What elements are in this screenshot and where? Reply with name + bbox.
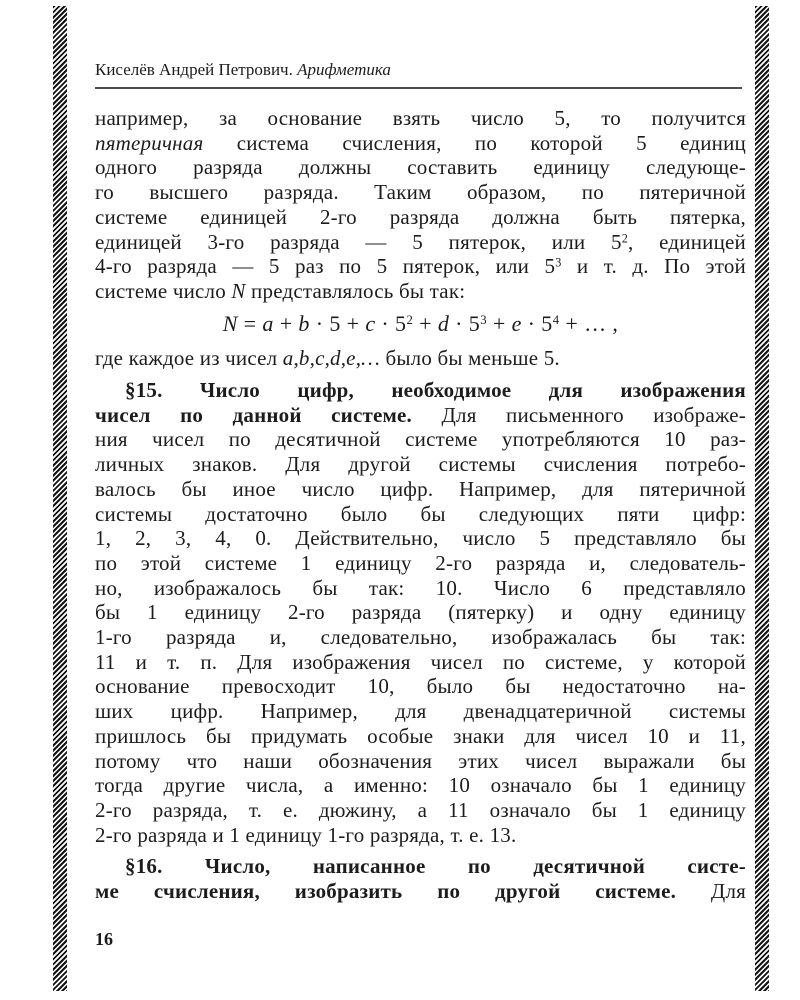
text-segment: Для (710, 879, 746, 904)
text-line (95, 879, 746, 904)
text-segment: N (222, 310, 238, 336)
text-line (95, 576, 746, 601)
text-line (95, 625, 746, 650)
text-segment: 3 (555, 255, 562, 270)
text-segment: пришлось бы придумать особые знаки для чисел 10 и 11, (95, 723, 746, 748)
text-segment: + … , (559, 310, 619, 336)
text-segment: ния чисел по десятичной системе употребляются 10 раз- (95, 427, 746, 452)
text-segment: , единицей (628, 229, 746, 254)
text-segment: 11 и т. п. Для изображения чисел по системе, у которой (95, 649, 746, 674)
text-segment: потому что наши обозначения этих чисел выражали бы (95, 748, 746, 773)
text-line (95, 600, 746, 625)
text-segment: 2-го разряда и 1 единицу 1-го разряда, т. е. 13. (95, 822, 517, 847)
text-segment: d (437, 310, 450, 336)
text-segment: единицей 3-го разряда — 5 пятерок, или 5 (95, 229, 622, 254)
text-segment: + (413, 310, 438, 336)
text-segment: системы достаточно было бы следующих пяти цифр: (95, 501, 746, 526)
text-segment: система счисления, по которой 5 единиц (203, 130, 746, 155)
text-line (95, 502, 746, 527)
text-segment: + (486, 310, 512, 336)
text-segment: N (231, 278, 246, 303)
math-formula (95, 312, 746, 337)
text-segment: например, за основание взять число 5, то получится (95, 106, 746, 130)
text-line (95, 674, 746, 699)
text-segment: §16. Число, написанное по десятичной систе- (125, 854, 746, 879)
text-line (95, 551, 746, 576)
paragraph-formula-note (95, 346, 746, 371)
paragraph-section-16 (95, 854, 746, 903)
text-segment: · 5 (449, 310, 481, 336)
text-segment: · 5 + (309, 310, 366, 336)
text-segment: было бы меньше 5. (380, 346, 560, 371)
text-segment: a (262, 310, 274, 336)
text-line (95, 650, 746, 675)
text-segment: по этой системе 1 единицу 2-го разряда и, следователь- (95, 550, 746, 575)
text-segment: 1, 2, 3, 4, 0. Действительно, число 5 представляло бы (95, 526, 746, 551)
text-line (95, 131, 746, 156)
text-segment: основание превосходит 10, было бы недостаточно на- (95, 674, 746, 699)
author-name: Киселёв Андрей Петрович. (95, 60, 293, 79)
text-segment: = (237, 310, 263, 336)
text-segment: системе число (95, 278, 232, 303)
text-segment: пятеричная (95, 130, 204, 155)
paragraph-continuation (95, 106, 746, 304)
text-segment: ших цифр. Например, для двенадцатеричной системы (95, 699, 746, 724)
text-line (95, 798, 746, 823)
text-segment: b (298, 310, 310, 336)
text-segment: но, изображалось бы так: 10. Число 6 представляло (95, 575, 746, 600)
text-line (95, 452, 746, 477)
text-line (95, 254, 746, 279)
text-segment: c (365, 310, 376, 336)
text-line (95, 526, 746, 551)
text-line (95, 773, 746, 798)
text-line (95, 699, 746, 724)
text-line (95, 477, 746, 502)
text-segment: 2 (621, 230, 629, 245)
text-segment: личных знаков. Для другой системы счисления потребо- (95, 452, 746, 477)
header-rule (95, 87, 742, 89)
text-segment: a,b,c,d,e,… (282, 346, 381, 371)
text-line (95, 403, 746, 428)
text-line (95, 823, 746, 848)
text-segment: e (511, 310, 522, 336)
text-segment: бы 1 единицу 2-го разряда (пятерку) и одну единицу (95, 600, 746, 625)
text-line (95, 279, 746, 304)
text-line (95, 230, 746, 255)
text-segment: где каждое из чисел (95, 346, 283, 371)
text-segment: · 5 (375, 310, 407, 336)
page-number: 16 (95, 929, 113, 949)
book-title: Арифметика (292, 60, 391, 79)
text-line (95, 378, 746, 403)
right-border-decoration (755, 6, 769, 991)
text-segment: 1-го разряда и, следовательно, изображалась бы так: (95, 625, 746, 650)
text-segment: Для письменного изображе- (441, 402, 746, 427)
text-segment: 4 (552, 312, 560, 327)
text-segment: §15. Число цифр, необходимое для изображения (125, 378, 746, 403)
text-segment: представлялось бы так: (245, 278, 466, 303)
text-segment: го высшего разряда. Таким образом, по пятеричной (95, 180, 746, 205)
text-line (95, 749, 746, 774)
text-line (95, 106, 746, 131)
text-line (95, 180, 746, 205)
text-line (95, 205, 746, 230)
text-segment: 3 (480, 312, 487, 327)
text-segment: ме счисления, изобразить по другой системе. (95, 879, 711, 904)
running-header (95, 60, 742, 80)
text-line (95, 854, 746, 879)
text-segment: системе единицей 2-го разряда должна быть пятерка, (95, 204, 746, 229)
text-segment: чисел по данной системе. (95, 402, 442, 427)
text-segment: 4-го разряда — 5 раз по 5 пятерок, или 5 (95, 254, 556, 279)
text-segment: 2-го разряда, т. е. дюжину, а 11 означало бы 1 единицу (95, 797, 746, 822)
text-segment: · 5 (521, 310, 553, 336)
left-border-decoration (53, 6, 67, 991)
text-line (95, 427, 746, 452)
text-segment: и т. д. По этой (561, 254, 746, 279)
text-segment: 2 (406, 312, 414, 327)
paragraph-section-15 (95, 378, 746, 847)
page-body (95, 106, 746, 904)
text-line (95, 724, 746, 749)
text-segment: валось бы иное число цифр. Например, для пятеричной (95, 476, 746, 501)
text-segment: + (273, 310, 299, 336)
text-segment: тогда другие числа, а именно: 10 означало бы 1 единицу (95, 773, 746, 798)
text-segment: одного разряда должны составить единицу следующе- (95, 155, 746, 180)
text-line (95, 346, 746, 371)
text-line (95, 155, 746, 180)
